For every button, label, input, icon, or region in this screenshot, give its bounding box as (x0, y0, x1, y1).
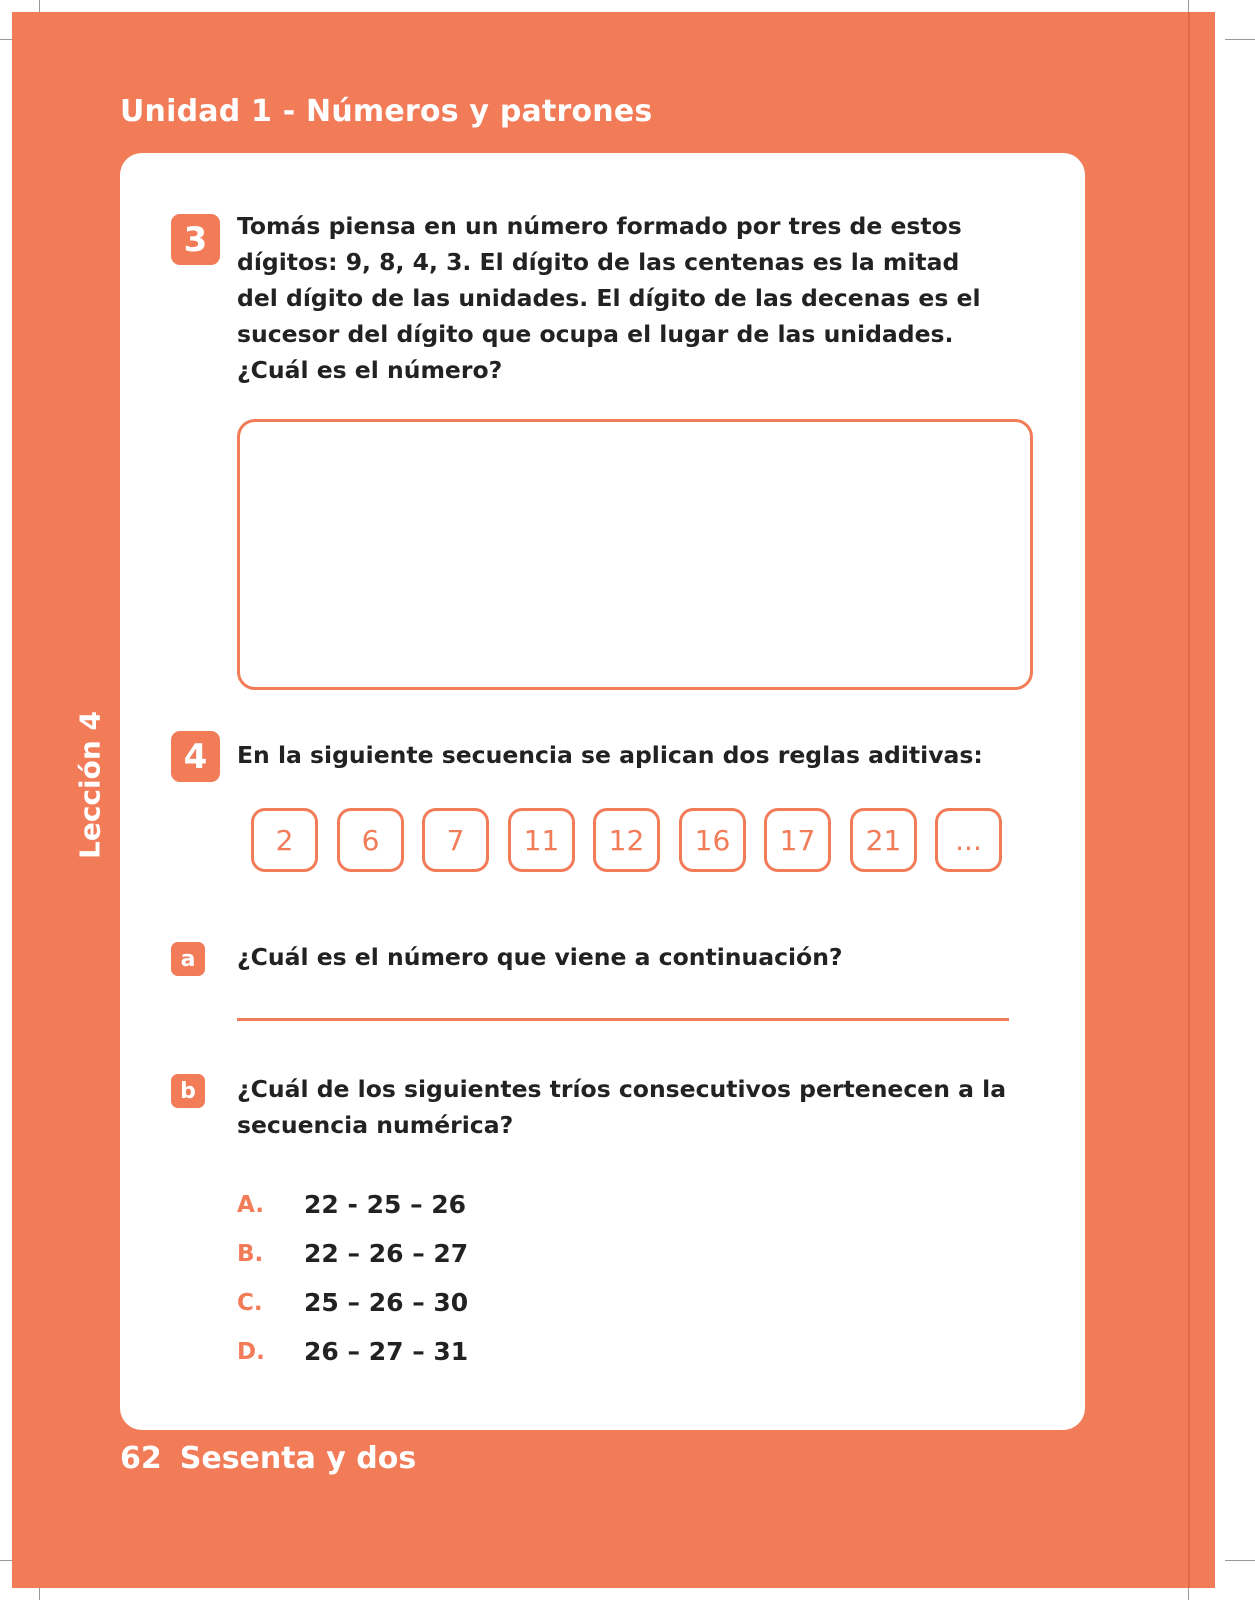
page-edge (1188, 12, 1190, 1588)
option-letter: D. (237, 1339, 265, 1365)
question-3-text (237, 208, 1037, 388)
question-3-line: sucesor del dígito que ocupa el lugar de las unidades. (237, 320, 954, 348)
page-number-words: Sesenta y dos (179, 1441, 417, 1476)
question-3-line: Tomás piensa en un número formado por tres de estos (237, 212, 962, 240)
sequence-item: 2 (251, 808, 318, 872)
question-3-line: ¿Cuál es el número? (237, 356, 503, 384)
sequence-item: 11 (508, 808, 575, 872)
part-a-text: ¿Cuál es el número que viene a continuación? (237, 943, 843, 971)
crop-mark (1225, 39, 1255, 40)
sequence-item: 21 (850, 808, 917, 872)
page-number: 62 (120, 1441, 162, 1476)
option-letter: B. (237, 1241, 264, 1267)
page-footer (120, 1441, 416, 1476)
option-value: 22 – 26 – 27 (304, 1239, 469, 1268)
question-3-answer-box[interactable] (237, 419, 1033, 690)
part-b-text (237, 1071, 1037, 1143)
sequence-item: 17 (764, 808, 831, 872)
crop-mark (1225, 1560, 1255, 1561)
part-a-answer-line[interactable] (237, 1018, 1009, 1021)
option-letter: A. (237, 1192, 264, 1218)
question-3-line: del dígito de las unidades. El dígito de las decenas es el (237, 284, 981, 312)
part-b-line: secuencia numérica? (237, 1111, 514, 1139)
option-value: 25 – 26 – 30 (304, 1288, 469, 1317)
part-a-badge: a (171, 942, 205, 976)
part-b-badge: b (171, 1074, 205, 1108)
sequence-ellipsis: ... (935, 808, 1002, 872)
sequence-item: 16 (679, 808, 746, 872)
sequence-item: 6 (337, 808, 404, 872)
option-value: 22 - 25 – 26 (304, 1190, 467, 1219)
sequence-item: 12 (593, 808, 660, 872)
lesson-label: Lección 4 (73, 710, 107, 860)
question-3-badge: 3 (171, 214, 220, 265)
sequence-item: 7 (422, 808, 489, 872)
option-letter: C. (237, 1290, 263, 1316)
question-3-line: dígitos: 9, 8, 4, 3. El dígito de las centenas es la mitad (237, 248, 960, 276)
worksheet-card (120, 153, 1085, 1430)
part-b-line: ¿Cuál de los siguientes tríos consecutivos pertenecen a la (237, 1075, 1007, 1103)
question-4-badge: 4 (171, 731, 220, 782)
unit-title: Unidad 1 - Números y patrones (120, 94, 653, 129)
option-value: 26 – 27 – 31 (304, 1337, 469, 1366)
question-4-prompt: En la siguiente secuencia se aplican dos reglas aditivas: (237, 741, 983, 769)
